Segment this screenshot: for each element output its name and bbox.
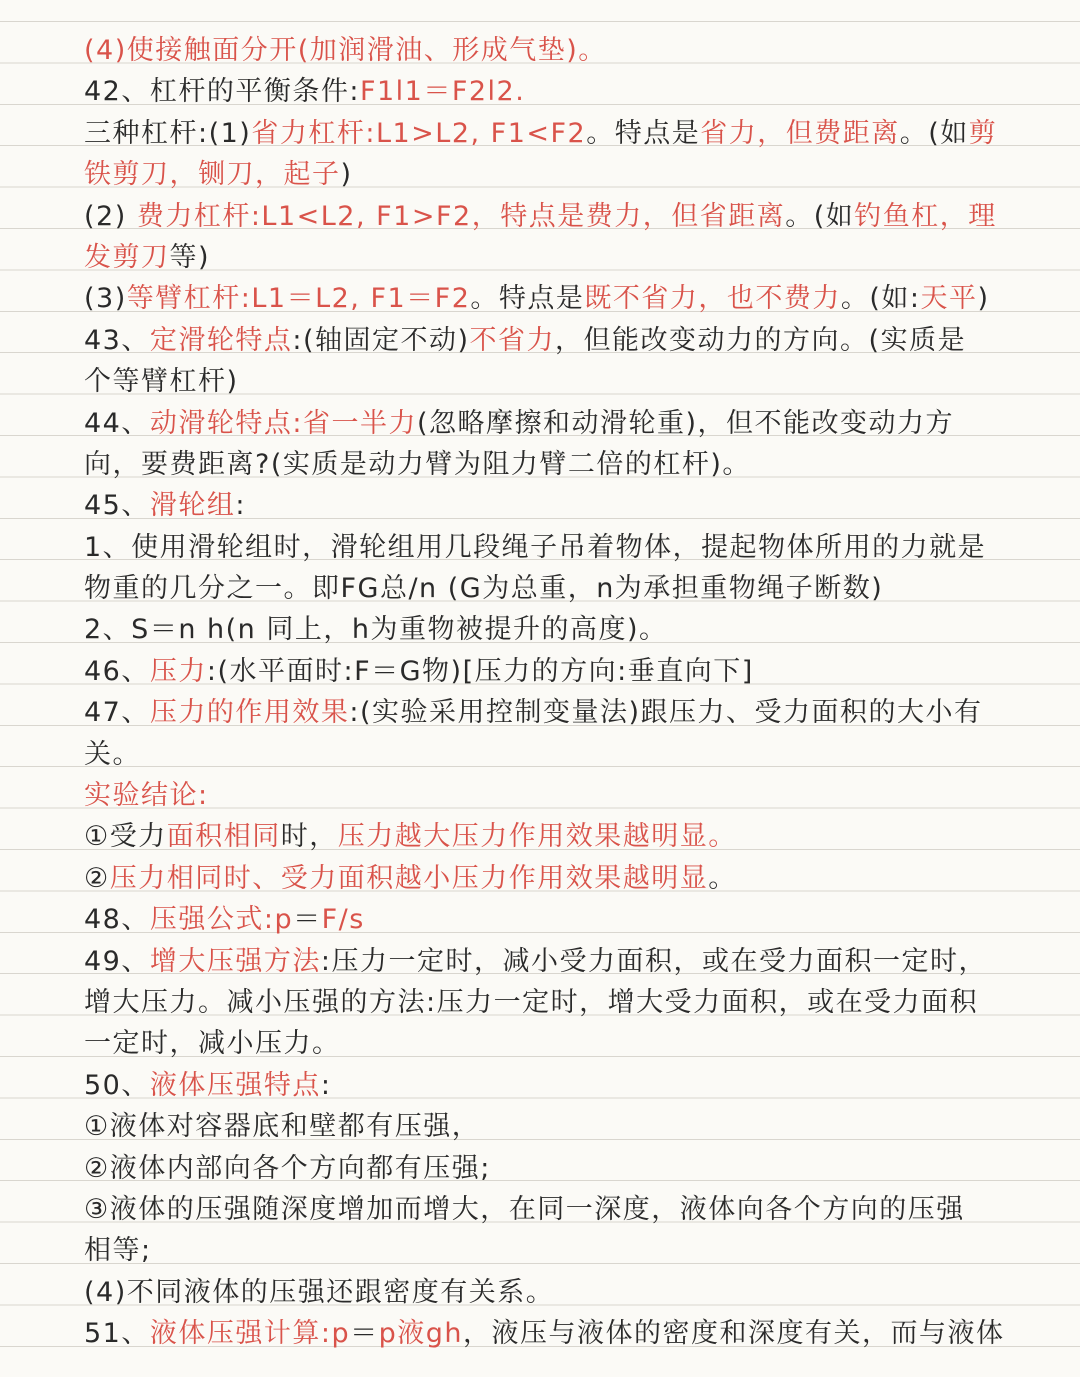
note-text: 47、 [84, 697, 150, 729]
note-text: 。(如 [785, 200, 855, 232]
highlight-text: 发剪刀 [84, 241, 170, 273]
note-line [84, 1313, 1004, 1354]
highlight-text: 压力越大压力作用效果越明显。 [337, 821, 737, 853]
note-text: ＝ [350, 1318, 379, 1350]
note-text: ，但能改变动力的方向。(实质是 [555, 324, 967, 356]
note-line [84, 1065, 1004, 1106]
highlight-text: F/s [321, 904, 365, 936]
note-text: : [320, 1069, 332, 1101]
highlight-text: 省力，但费距离 [700, 117, 900, 149]
note-text: 50、 [84, 1069, 150, 1101]
highlight-text: 压强公式:p [149, 904, 294, 936]
note-line [84, 734, 1004, 775]
highlight-text: 滑轮组 [149, 490, 236, 522]
note-line [84, 361, 1004, 402]
note-text: 一定时，减小压力。 [84, 1028, 341, 1060]
note-text: 。特点是 [470, 283, 585, 315]
note-line [84, 30, 1004, 71]
note-text: ，液压与液体的密度和深度有关，而与液体 [463, 1318, 1004, 1350]
note-text: 。(如 [899, 117, 969, 149]
note-text: 关。 [84, 738, 141, 770]
highlight-text: 压力相同时、受力面积越小压力作用效果越明显 [109, 862, 709, 894]
note-text: 1、使用滑轮组时，滑轮组用几段绳子吊着物体，提起物体所用的力就是 [84, 531, 987, 563]
highlight-text: 费力杠杆:L1<L2, F1>F2，特点是费力，但省距离 [136, 200, 786, 232]
highlight-text: F1l1＝F2l2. [359, 76, 526, 108]
note-line [84, 71, 1004, 112]
note-line [84, 196, 1004, 237]
note-text: 三种杠杆:(1) [84, 117, 252, 149]
note-text: 增大压力。减小压强的方法:压力一定时，增大受力面积，或在受力面积 [84, 986, 979, 1018]
highlight-text: 不省力 [469, 324, 556, 356]
highlight-text: 压力 [149, 655, 207, 687]
note-text: :(水平面时:F＝G物)[压力的方向:垂直向下] [206, 655, 754, 687]
note-line [84, 651, 1004, 692]
note-line [84, 858, 1004, 899]
highlight-text: 省力杠杆:L1>L2, F1<F2 [251, 117, 587, 149]
note-text: ③液体的压强随深度增加而增大，在同一深度，液体向各个方向的压强 [84, 1193, 965, 1225]
note-line [84, 1272, 1004, 1313]
note-text: 49、 [84, 945, 150, 977]
note-text: 时， [280, 821, 338, 853]
note-line [84, 775, 1004, 816]
note-text: 个等臂杠杆) [84, 366, 239, 398]
note-text: 51、 [84, 1318, 150, 1350]
highlight-text: 实验结论: [84, 780, 209, 812]
highlight-text: p液gh [378, 1318, 463, 1350]
note-text: (3) [84, 283, 127, 315]
note-line [84, 1230, 1004, 1271]
note-text: (2) [84, 200, 137, 232]
note-text: ) [977, 283, 990, 315]
note-text: 。(如: [840, 283, 921, 315]
note-line [84, 568, 1004, 609]
note-line [84, 154, 1004, 195]
note-line [84, 1106, 1004, 1147]
highlight-text: 钓鱼杠，理 [854, 200, 997, 232]
note-text: 48、 [84, 904, 150, 936]
note-text: (4)不同液体的压强还跟密度有关系。 [84, 1276, 555, 1308]
note-line [84, 816, 1004, 857]
handwritten-notes [84, 30, 1004, 1355]
note-line [84, 609, 1004, 650]
note-text: ②液体内部向各个方向都有压强; [84, 1152, 491, 1184]
highlight-text: 定滑轮特点 [149, 324, 293, 356]
note-text: 相等; [84, 1235, 152, 1267]
note-text: 。 [708, 862, 737, 894]
highlight-text: 面积相同 [166, 821, 281, 853]
note-line [84, 485, 1004, 526]
note-text: 物重的几分之一。即FG总/n (G为总重，n为承担重物绳子断数) [84, 573, 884, 605]
note-line [84, 692, 1004, 733]
note-line [84, 1148, 1004, 1189]
note-text: 43、 [84, 324, 150, 356]
note-line [84, 899, 1004, 940]
note-line [84, 1189, 1004, 1230]
highlight-text: (4)使接触面分开(加润滑油、形成气垫)。 [84, 35, 607, 66]
highlight-text: 增大压强方法 [149, 945, 321, 977]
note-text: 向，要费距离?(实质是动力臂为阻力臂二倍的杠杆)。 [84, 448, 751, 480]
highlight-text: 液体压强特点 [149, 1069, 321, 1101]
note-text: ＝ [293, 904, 322, 936]
note-line [84, 278, 1004, 319]
note-text: ) [340, 159, 353, 191]
note-line [84, 941, 1004, 982]
highlight-text: 既不省力，也不费力 [584, 283, 841, 315]
note-text: 2、S＝n h(n 同上，h为重物被提升的高度)。 [84, 614, 668, 646]
highlight-text: 剪 [968, 117, 998, 149]
note-text: 45、 [84, 490, 150, 522]
note-line [84, 527, 1004, 568]
note-text: 42、杠杆的平衡条件: [84, 76, 360, 108]
highlight-text: 等臂杠杆:L1＝L2, F1＝F2 [126, 283, 471, 315]
note-text: (忽略摩擦和动滑轮重)，但不能改变动力方 [416, 407, 955, 439]
note-text: :(轴固定不动) [292, 324, 470, 356]
note-text: : [235, 490, 246, 522]
note-text: ①液体对容器底和壁都有压强， [84, 1111, 481, 1143]
note-line [84, 444, 1004, 485]
note-text: ①受力 [84, 821, 167, 853]
note-text: 。特点是 [586, 117, 701, 149]
highlight-text: 动滑轮特点:省一半力 [149, 407, 417, 439]
highlight-text: 铁剪刀，铡刀，起子 [84, 159, 341, 191]
note-text: :(实验采用控制变量法)跟压力、受力面积的大小有 [349, 697, 983, 729]
highlight-text: 天平 [920, 283, 978, 315]
note-line [84, 320, 1004, 361]
note-text: :压力一定时，减小受力面积，或在受力面积一定时， [320, 945, 987, 977]
note-line [84, 237, 1004, 278]
note-text: 46、 [84, 655, 150, 687]
note-text: ② [84, 862, 110, 894]
note-line [84, 403, 1004, 444]
note-line [84, 982, 1004, 1023]
highlight-text: 液体压强计算:p [149, 1318, 351, 1350]
highlight-text: 压力的作用效果 [149, 697, 350, 729]
note-line [84, 1023, 1004, 1064]
note-line [84, 113, 1004, 154]
note-text: 等) [169, 241, 211, 273]
note-text: 44、 [84, 407, 150, 439]
